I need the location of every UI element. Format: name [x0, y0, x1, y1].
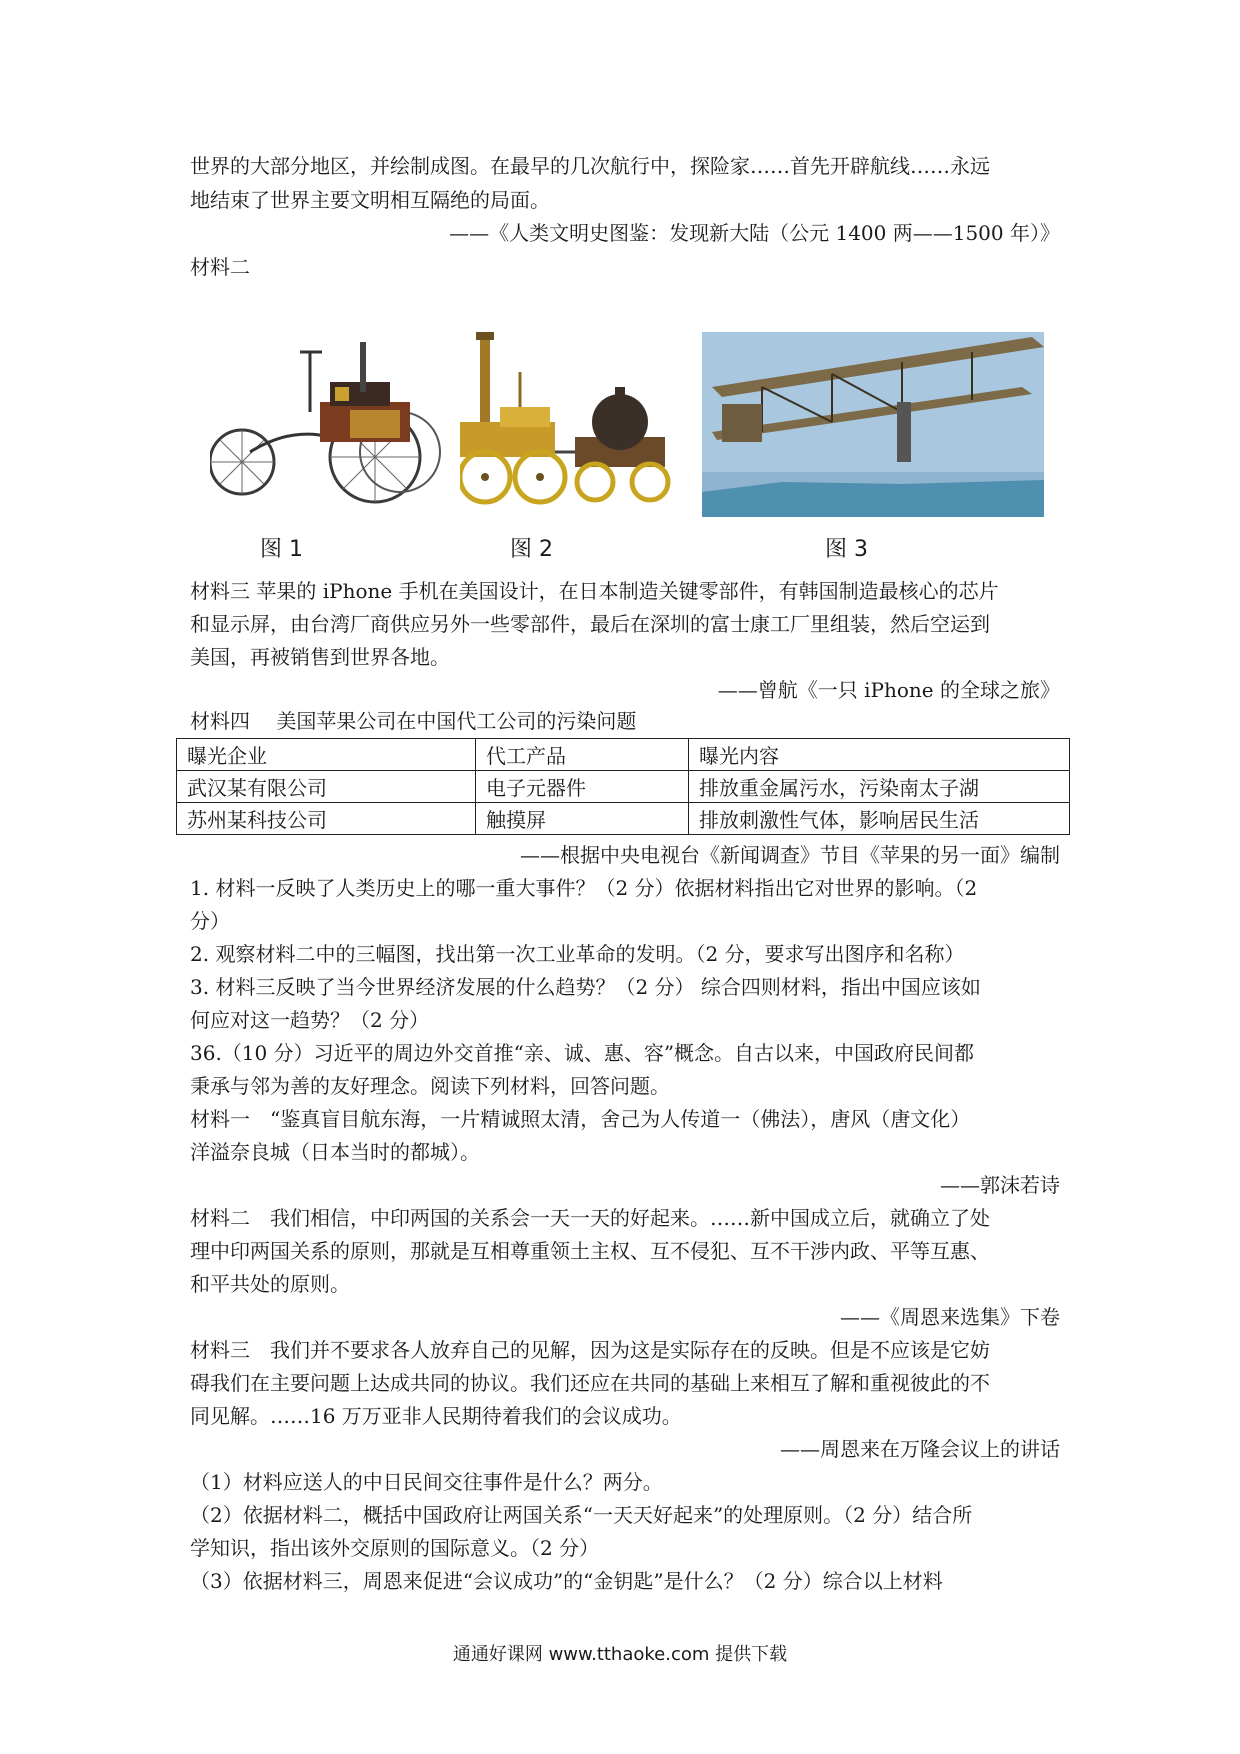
q36-material3-line-2: 碍我们在主要问题上达成共同的协议。我们还应在共同的基础上来相互了解和重视彼此的不: [190, 1371, 990, 1395]
q36-material3-source: ——周恩来在万隆会议上的讲话: [780, 1437, 1060, 1461]
q36-subquestion-2-a: （2）依据材料二，概括中国政府让两国关系“一天天好起来”的处理原则。（2 分）结合所: [190, 1503, 973, 1527]
q36-material2-line-2: 理中印两国关系的原则，那就是互相尊重领土主权、互不侵犯、互不干涉内政、平等互惠、: [190, 1239, 990, 1263]
material3-line-1: 材料三 苹果的 iPhone 手机在美国设计，在日本制造关键零部件，有韩国制造最核心的芯片: [190, 579, 999, 603]
q36-material1-line-1: 材料一 “鉴真盲目航东海，一片精诚照太清，舍己为人传道一（佛法），唐风（唐文化）: [190, 1107, 971, 1131]
fig3-caption: 图 3: [825, 537, 868, 562]
airplane-figure: [702, 332, 1044, 517]
table-header-cell: 曝光企业: [177, 739, 476, 771]
table-cell: 触摸屏: [476, 803, 689, 835]
material4-title: 材料四 美国苹果公司在中国代工公司的污染问题: [190, 709, 637, 733]
question-3-b: 何应对这一趋势？（2 分）: [190, 1008, 430, 1032]
q36-subquestion-3: （3）依据材料三，周恩来促进“会议成功”的“金钥匙”是什么？（2 分）综合以上材料: [190, 1569, 943, 1593]
intro-source: ——《人类文明史图鉴：发现新大陆（公元 1400 两——1500 年）》: [449, 221, 1060, 245]
question-3-a: 3. 材料三反映了当今世界经济发展的什么趋势？（2 分） 综合四则材料，指出中国应该如: [190, 975, 981, 999]
material4-source: ——根据中央电视台《新闻调查》节目《苹果的另一面》编制: [520, 843, 1060, 867]
table-cell: 排放重金属污水，污染南太子湖: [689, 771, 1070, 803]
material3-line-3: 美国，再被销售到世界各地。: [190, 645, 450, 669]
q36-material2-line-3: 和平共处的原则。: [190, 1272, 350, 1296]
question-1-b: 分）: [190, 909, 230, 933]
table-cell: 武汉某有限公司: [177, 771, 476, 803]
table-header-cell: 曝光内容: [689, 739, 1070, 771]
q36-material2-line-1: 材料二 我们相信，中印两国的关系会一天一天的好起来。……新中国成立后，就确立了处: [190, 1206, 990, 1230]
locomotive-figure: [460, 332, 710, 517]
table-header-row: [177, 739, 1070, 771]
footer-text: 通通好课网 www.tthaoke.com 提供下载: [452, 1644, 788, 1665]
q36-material2-source: ——《周恩来选集》下卷: [840, 1305, 1060, 1329]
question-1-a: 1. 材料一反映了人类历史上的哪一重大事件？（2 分）依据材料指出它对世界的影响。（2: [190, 876, 978, 900]
intro-line-1: 世界的大部分地区，并绘制成图。在最早的几次航行中，探险家……首先开辟航线……永远: [190, 154, 990, 178]
pollution-table: [176, 738, 1070, 835]
q36-intro-2: 秉承与邻为善的友好理念。阅读下列材料，回答问题。: [190, 1074, 670, 1098]
q36-subquestion-2-b: 学知识，指出该外交原则的国际意义。（2 分）: [190, 1536, 600, 1560]
table-row: [177, 803, 1070, 835]
material2-label: 材料二: [190, 255, 250, 279]
intro-line-2: 地结束了世界主要文明相互隔绝的局面。: [190, 188, 550, 212]
q36-material1-source: ——郭沫若诗: [940, 1173, 1060, 1197]
table-cell: 排放刺激性气体，影响居民生活: [689, 803, 1070, 835]
table-cell: 电子元器件: [476, 771, 689, 803]
fig1-caption: 图 1: [260, 537, 303, 562]
material3-line-2: 和显示屏，由台湾厂商供应另外一些零部件，最后在深圳的富士康工厂里组装，然后空运到: [190, 612, 990, 636]
q36-material3-line-1: 材料三 我们并不要求各人放弃自己的见解，因为这是实际存在的反映。但是不应该是它妨: [190, 1338, 990, 1362]
q36-material3-line-3: 同见解。……16 万万亚非人民期待着我们的会议成功。: [190, 1404, 682, 1428]
q36-material1-line-2: 洋溢奈良城（日本当时的都城）。: [190, 1140, 480, 1164]
question-2: 2. 观察材料二中的三幅图，找出第一次工业革命的发明。（2 分，要求写出图序和名称）: [190, 942, 965, 966]
table-header-cell: 代工产品: [476, 739, 689, 771]
car-figure: [210, 332, 450, 517]
table-cell: 苏州某科技公司: [177, 803, 476, 835]
fig2-caption: 图 2: [510, 537, 553, 562]
figures-row: [210, 332, 1060, 562]
material3-source: ——曾航《一只 iPhone 的全球之旅》: [717, 678, 1060, 702]
table-row: [177, 771, 1070, 803]
q36-subquestion-1: （1）材料应送人的中日民间交往事件是什么？两分。: [190, 1470, 663, 1494]
q36-intro-1: 36.（10 分）习近平的周边外交首推“亲、诚、惠、容”概念。自古以来，中国政府民间都: [190, 1041, 975, 1065]
